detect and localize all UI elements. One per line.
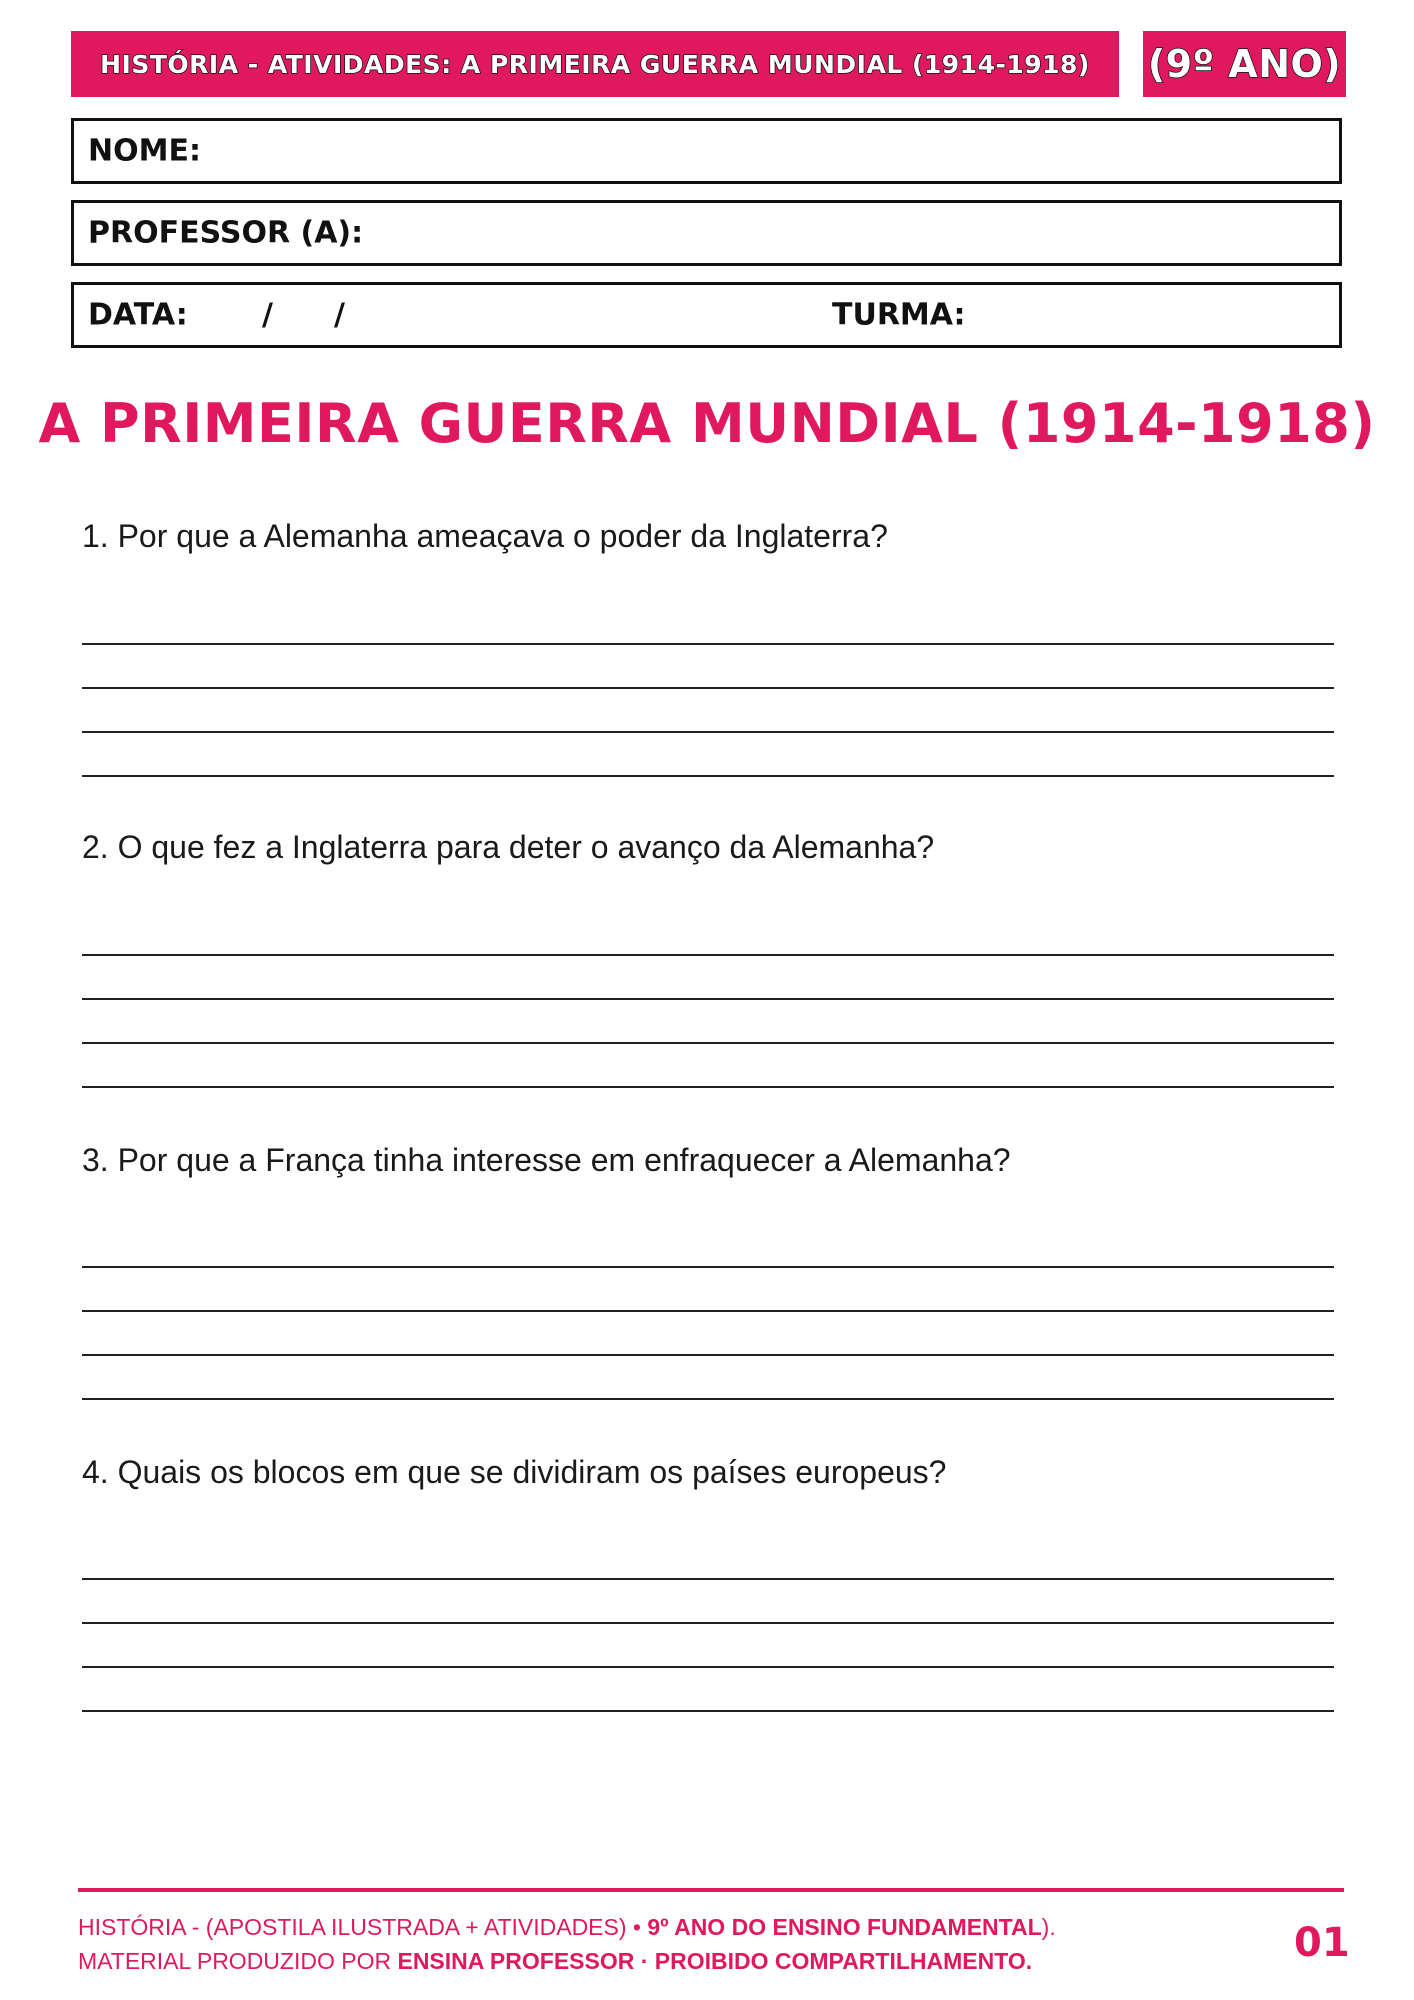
footer-line-2 <box>78 1948 1032 1975</box>
answer-line[interactable] <box>82 954 1334 956</box>
answer-line[interactable] <box>82 1578 1334 1580</box>
date-label: DATA: <box>88 297 188 333</box>
answer-line[interactable] <box>82 731 1334 733</box>
question-2: 2. O que fez a Inglaterra para deter o avanço da Alemanha? <box>82 829 935 865</box>
answer-line[interactable] <box>82 1354 1334 1356</box>
footer-brand: ENSINA PROFESSOR · PROIBIDO COMPARTILHAMENTO. <box>397 1948 1033 1974</box>
date-slash-1: / <box>262 297 273 333</box>
answer-line[interactable] <box>82 1398 1334 1400</box>
footer-paren: ). <box>1041 1914 1056 1940</box>
footer-divider <box>78 1888 1344 1892</box>
answer-line[interactable] <box>82 1086 1334 1088</box>
question-1: 1. Por que a Alemanha ameaçava o poder da Inglaterra? <box>82 518 888 554</box>
footer-subject: HISTÓRIA - (APOSTILA ILUSTRADA + ATIVIDADES) • <box>78 1914 648 1940</box>
answer-line[interactable] <box>82 643 1334 645</box>
answer-line[interactable] <box>82 1042 1334 1044</box>
date-class-field[interactable] <box>71 282 1342 348</box>
grade-label: (9º ANO) <box>1147 42 1342 86</box>
footer-grade: 9º ANO DO ENSINO FUNDAMENTAL <box>647 1914 1042 1940</box>
answer-line[interactable] <box>82 998 1334 1000</box>
class-label: TURMA: <box>832 297 966 333</box>
teacher-label: PROFESSOR (A): <box>88 215 364 251</box>
teacher-field[interactable] <box>71 200 1342 266</box>
date-slash-2: / <box>334 297 345 333</box>
answer-line[interactable] <box>82 1622 1334 1624</box>
header-title-banner <box>71 31 1119 97</box>
grade-badge <box>1143 31 1346 97</box>
footer-credit: MATERIAL PRODUZIDO POR <box>78 1948 398 1974</box>
name-label: NOME: <box>88 133 201 169</box>
footer-line-1 <box>78 1914 1056 1941</box>
answer-line[interactable] <box>82 1266 1334 1268</box>
question-3: 3. Por que a França tinha interesse em enfraquecer a Alemanha? <box>82 1142 1011 1178</box>
answer-line[interactable] <box>82 687 1334 689</box>
answer-line[interactable] <box>82 1710 1334 1712</box>
answer-line[interactable] <box>82 1666 1334 1668</box>
answer-line[interactable] <box>82 1310 1334 1312</box>
header-title: HISTÓRIA - ATIVIDADES: A PRIMEIRA GUERRA MUNDIAL (1914-1918) <box>100 49 1090 79</box>
answer-line[interactable] <box>82 775 1334 777</box>
question-4: 4. Quais os blocos em que se dividiram os países europeus? <box>82 1454 947 1490</box>
page-number: 01 <box>1294 1920 1350 1966</box>
page-title: A PRIMEIRA GUERRA MUNDIAL (1914-1918) <box>38 392 1376 455</box>
name-field[interactable] <box>71 118 1342 184</box>
